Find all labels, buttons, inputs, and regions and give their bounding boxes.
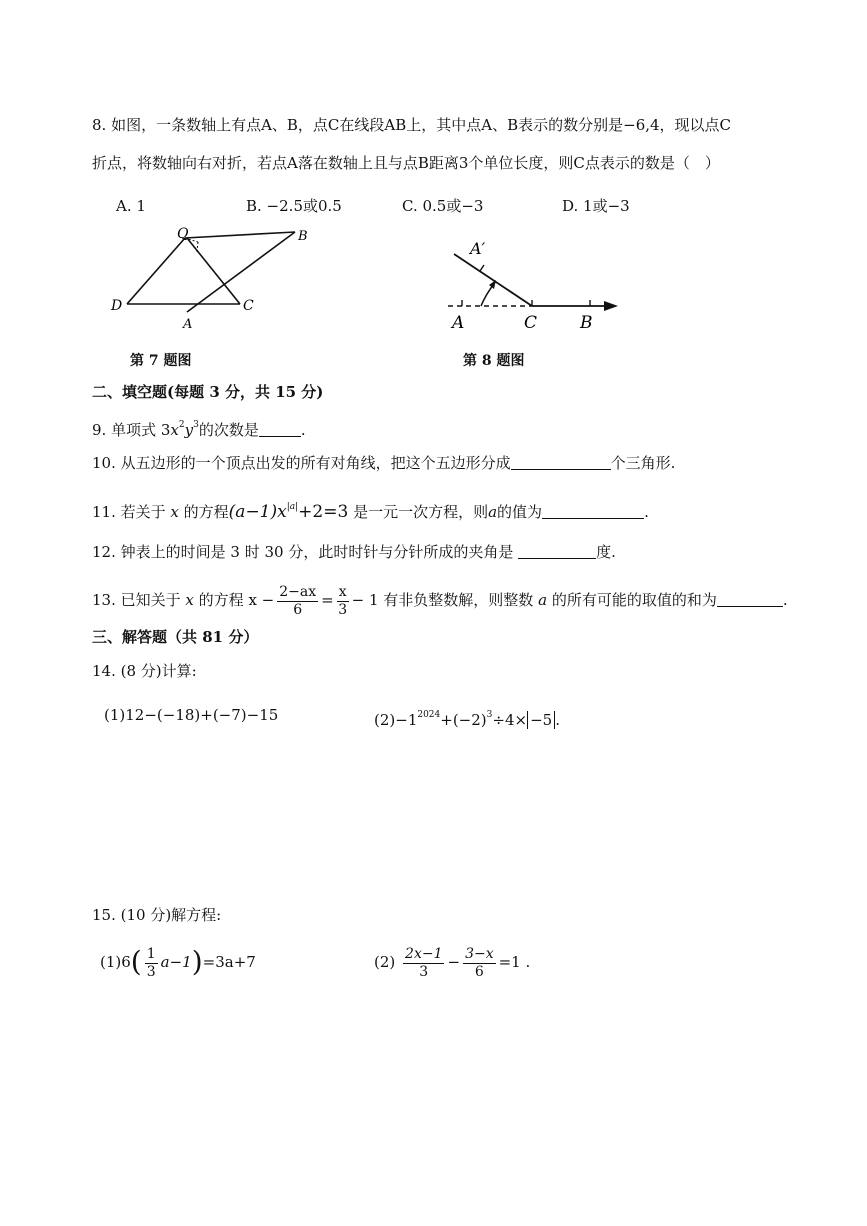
q8-text-line2: 折点，将数轴向右对折，若点A落在数轴上且与点B距离3个单位长度，则C点表示的数是（ ） bbox=[92, 154, 720, 172]
fold-arrow-icon bbox=[489, 280, 496, 289]
fig8-label-c: C bbox=[524, 313, 538, 333]
figure-7-parallelogram bbox=[105, 220, 325, 335]
q10-answer-blank[interactable] bbox=[511, 453, 611, 470]
q9-answer-blank[interactable] bbox=[259, 420, 301, 437]
fig7-label-b: B bbox=[298, 229, 308, 244]
question-13: 13. 已知关于 x 的方程 x − $\frac{2-ax}{6}$ = $\frac{x}{3}$ − 1 有非负整数解，则整数 a 的所有可能的取值的和为 . bbox=[92, 583, 788, 618]
fig7-label-d: D bbox=[111, 298, 123, 314]
figure-7-caption: 第 7 题图 bbox=[130, 353, 192, 369]
section-2-heading: 二、填空题(每题 3 分，共 15 分) bbox=[92, 383, 324, 401]
figure-8-number-line bbox=[440, 222, 630, 337]
q8-option-c: C. 0.5或−3 bbox=[402, 197, 484, 215]
q15-title: 15. (10 分)解方程: bbox=[92, 906, 222, 924]
question-9: 9. 单项式 $3x^2y^3$的次数是 . bbox=[92, 420, 306, 439]
fig7-label-q: Q bbox=[177, 226, 189, 242]
fig7-label-c: C bbox=[243, 298, 254, 314]
q8-option-d: D. 1或−3 bbox=[562, 197, 630, 215]
figure-8-caption: 第 8 题图 bbox=[463, 353, 525, 369]
q15-part-1: (1)6( $\frac{1}{3}$ a−1)=3a+7 bbox=[100, 945, 256, 980]
question-11: 11. 若关于 x 的方程$(a-1)x^{|a|}+2=3$ 是一元一次方程，则a的值为 . bbox=[92, 502, 649, 522]
fig8-label-b: B bbox=[580, 313, 593, 333]
q14-part-2: $(2)-1^{2024}+(-2)^3\div 4\times -5$ . bbox=[374, 710, 560, 729]
fig7-label-a: A bbox=[183, 317, 193, 332]
axis-arrow-icon bbox=[604, 301, 618, 311]
q8-text-line1: 8. 如图，一条数轴上有点A、B，点C在线段AB上，其中点A、B表示的数分别是−6,4，现以点C bbox=[92, 116, 732, 134]
fig8-label-a-prime: A′ bbox=[470, 239, 486, 258]
fig8-label-a: A bbox=[452, 313, 465, 333]
q14-title: 14. (8 分)计算: bbox=[92, 662, 197, 680]
q15-part-2: (2) $\frac{2x-1}{3}$ − $\frac{3-x}{6}$ =1 . bbox=[374, 945, 531, 980]
q12-answer-blank[interactable] bbox=[518, 542, 596, 559]
question-10: 10. 从五边形的一个顶点出发的所有对角线，把这个五边形分成 个三角形. bbox=[92, 454, 676, 472]
section-3-heading: 三、解答题（共 81 分） bbox=[92, 628, 259, 646]
q8-option-b: B. −2.5或0.5 bbox=[246, 197, 342, 215]
q8-option-a: A. 1 bbox=[116, 197, 146, 215]
q14-part-1: (1)12−(−18)+(−7)−15 bbox=[104, 706, 279, 724]
q11-answer-blank[interactable] bbox=[542, 502, 644, 519]
question-12: 12. 钟表上的时间是 3 时 30 分，此时时针与分针所成的夹角是 度. bbox=[92, 543, 616, 561]
q13-answer-blank[interactable] bbox=[717, 590, 783, 607]
